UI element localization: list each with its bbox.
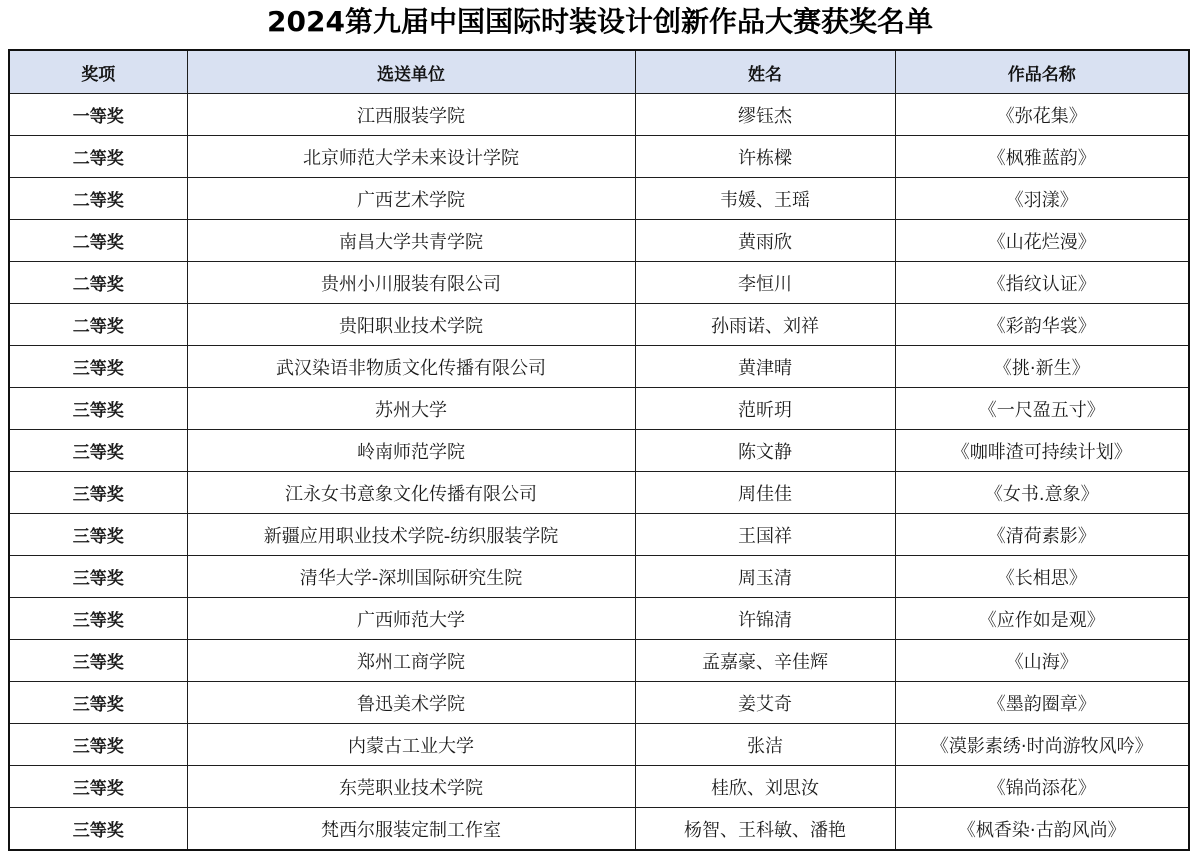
- award-cell: 二等奖: [9, 178, 187, 220]
- column-header-name: 姓名: [635, 50, 895, 94]
- award-table: [8, 49, 1190, 851]
- unit-cell: 广西艺术学院: [187, 178, 635, 220]
- table-row: [9, 388, 1189, 430]
- table-row: [9, 220, 1189, 262]
- table-row: [9, 556, 1189, 598]
- name-cell: 孙雨诺、刘祥: [635, 304, 895, 346]
- name-cell: 范昕玥: [635, 388, 895, 430]
- unit-cell: 清华大学-深圳国际研究生院: [187, 556, 635, 598]
- name-cell: 孟嘉豪、辛佳辉: [635, 640, 895, 682]
- table-row: [9, 724, 1189, 766]
- award-cell: 二等奖: [9, 136, 187, 178]
- work-cell: 《长相思》: [895, 556, 1189, 598]
- unit-cell: 武汉染语非物质文化传播有限公司: [187, 346, 635, 388]
- name-cell: 杨智、王科敏、潘艳: [635, 808, 895, 851]
- award-cell: 二等奖: [9, 220, 187, 262]
- name-cell: 许栋樑: [635, 136, 895, 178]
- award-cell: 三等奖: [9, 808, 187, 851]
- table-row: [9, 808, 1189, 851]
- work-cell: 《墨韵圈章》: [895, 682, 1189, 724]
- unit-cell: 鲁迅美术学院: [187, 682, 635, 724]
- unit-cell: 北京师范大学未来设计学院: [187, 136, 635, 178]
- table-row: [9, 514, 1189, 556]
- table-row: [9, 598, 1189, 640]
- table-row: [9, 136, 1189, 178]
- name-cell: 许锦清: [635, 598, 895, 640]
- unit-cell: 广西师范大学: [187, 598, 635, 640]
- award-cell: 三等奖: [9, 766, 187, 808]
- table-row: [9, 430, 1189, 472]
- column-header-unit: 选送单位: [187, 50, 635, 94]
- work-cell: 《咖啡渣可持续计划》: [895, 430, 1189, 472]
- table-header-row: [9, 50, 1189, 94]
- table-row: [9, 640, 1189, 682]
- work-cell: 《山海》: [895, 640, 1189, 682]
- work-cell: 《一尺盈五寸》: [895, 388, 1189, 430]
- table-row: [9, 94, 1189, 136]
- unit-cell: 内蒙古工业大学: [187, 724, 635, 766]
- unit-cell: 梵西尔服装定制工作室: [187, 808, 635, 851]
- name-cell: 周玉清: [635, 556, 895, 598]
- work-cell: 《锦尚添花》: [895, 766, 1189, 808]
- name-cell: 缪钰杰: [635, 94, 895, 136]
- table-row: [9, 304, 1189, 346]
- table-row: [9, 472, 1189, 514]
- unit-cell: 岭南师范学院: [187, 430, 635, 472]
- award-cell: 三等奖: [9, 472, 187, 514]
- award-cell: 三等奖: [9, 430, 187, 472]
- award-cell: 三等奖: [9, 682, 187, 724]
- work-cell: 《弥花集》: [895, 94, 1189, 136]
- table-row: [9, 682, 1189, 724]
- work-cell: 《女书.意象》: [895, 472, 1189, 514]
- work-cell: 《漠影素绣·时尚游牧风吟》: [895, 724, 1189, 766]
- award-cell: 三等奖: [9, 598, 187, 640]
- award-cell: 二等奖: [9, 262, 187, 304]
- name-cell: 陈文静: [635, 430, 895, 472]
- award-cell: 三等奖: [9, 724, 187, 766]
- table-row: [9, 178, 1189, 220]
- work-cell: 《山花烂漫》: [895, 220, 1189, 262]
- award-cell: 三等奖: [9, 640, 187, 682]
- award-cell: 二等奖: [9, 304, 187, 346]
- work-cell: 《彩韵华裳》: [895, 304, 1189, 346]
- name-cell: 王国祥: [635, 514, 895, 556]
- work-cell: 《应作如是观》: [895, 598, 1189, 640]
- award-cell: 三等奖: [9, 556, 187, 598]
- unit-cell: 南昌大学共青学院: [187, 220, 635, 262]
- name-cell: 桂欣、刘思汝: [635, 766, 895, 808]
- name-cell: 姜艾奇: [635, 682, 895, 724]
- unit-cell: 江西服装学院: [187, 94, 635, 136]
- work-cell: 《羽漾》: [895, 178, 1189, 220]
- unit-cell: 新疆应用职业技术学院-纺织服装学院: [187, 514, 635, 556]
- work-cell: 《枫香染·古韵风尚》: [895, 808, 1189, 851]
- name-cell: 韦媛、王瑶: [635, 178, 895, 220]
- award-cell: 一等奖: [9, 94, 187, 136]
- unit-cell: 郑州工商学院: [187, 640, 635, 682]
- award-cell: 三等奖: [9, 388, 187, 430]
- name-cell: 黄雨欣: [635, 220, 895, 262]
- unit-cell: 贵州小川服装有限公司: [187, 262, 635, 304]
- unit-cell: 江永女书意象文化传播有限公司: [187, 472, 635, 514]
- table-row: [9, 262, 1189, 304]
- column-header-work: 作品名称: [895, 50, 1189, 94]
- work-cell: 《挑·新生》: [895, 346, 1189, 388]
- award-cell: 三等奖: [9, 346, 187, 388]
- name-cell: 周佳佳: [635, 472, 895, 514]
- name-cell: 李恒川: [635, 262, 895, 304]
- name-cell: 张洁: [635, 724, 895, 766]
- table-row: [9, 346, 1189, 388]
- award-cell: 三等奖: [9, 514, 187, 556]
- work-cell: 《枫雅蓝韵》: [895, 136, 1189, 178]
- unit-cell: 苏州大学: [187, 388, 635, 430]
- work-cell: 《清荷素影》: [895, 514, 1189, 556]
- column-header-award: 奖项: [9, 50, 187, 94]
- work-cell: 《指纹认证》: [895, 262, 1189, 304]
- unit-cell: 贵阳职业技术学院: [187, 304, 635, 346]
- table-row: [9, 766, 1189, 808]
- unit-cell: 东莞职业技术学院: [187, 766, 635, 808]
- name-cell: 黄津晴: [635, 346, 895, 388]
- page-title: 2024第九届中国国际时装设计创新作品大赛获奖名单: [267, 5, 933, 38]
